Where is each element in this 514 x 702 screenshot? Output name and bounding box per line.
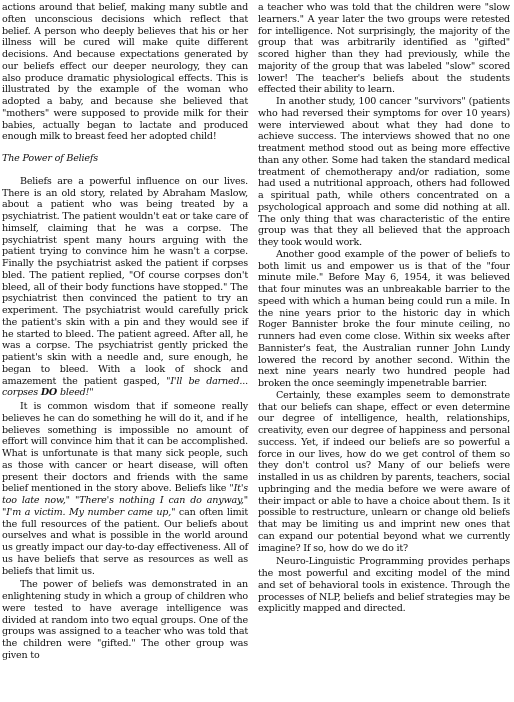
paragraph-four-minute-mile: Another good example of the power of beliefs to both limit us and empower us is that of the "four minute mile." Before May 6, 1954, it was believed that four minutes was an unbreakable barrier to the speed with which a human being could run a mile. In the nine years prior to the historic day in which Roger Bannister broke the four minute ceiling, no runners had even come close. Within six weeks after Bannister's feat, the Australian runner John Lundy lowered the record by another second. Within the next nine years nearly two hundred people had broken the once seemingly impenetrable barrier. [258, 248, 510, 389]
left-column [2, 2, 252, 702]
paragraph-cancer-study: In another study, 100 cancer "survivors" (patients who had reversed their symptoms for over 10 years) were interviewed about what they had done to achieve success. The interviews showed that no one treatment method stood out as being more effective than any other. Some had taken the standard medical treatment of chemotherapy and/or radiation, some had used a nutritional approach, others had followed a spiritual path, while others concentrated on a psychological approach and some did nothing at all. The only thing that was characteristic of the entire group was that they all believed that the approach they took would work. [258, 96, 510, 248]
corpse-quote-emphasis: DO [40, 387, 58, 399]
right-column [252, 2, 510, 702]
corpse-quote-end: bleed!" [59, 387, 94, 399]
paragraph-examples-conclusion: Certainly, these examples seem to demonstrate that our beliefs can shape, effect or even determine our degree of intelligence, health, relationships, creativity, even our degree of happiness and personal success. Yet, if indeed our beliefs are so powerful a force in our lives, how do we get control of them so they don't control us? Many of our beliefs were installed in us as children by parents, teachers, social upbringing and the media before we were aware of their impact or able to have a choice about them. Is it possible to restructure, unlearn or change old beliefs that may be limiting us and imprint new ones that can expand our potential beyond what we currently imagine? If so, how do we do it? [258, 389, 510, 554]
paragraph-corpse-story [2, 176, 248, 399]
paragraph-lactation: actions around that belief, making many subtle and often unconscious decisions which reflect that belief. A person who deeply believes that his or her illness will be cured will make quite different decisions. And because expectations generated by our beliefs effect our deeper neurology, they can also produce dramatic physiological effects. This is illustrated by the example of the woman who adopted a baby, and because she believed that "mothers" were supposed to provide milk for their babies, actually began to lactate and produced enough milk to breast feed her adopted child! [2, 2, 248, 143]
corpse-story-text: Beliefs are a powerful influence on our lives. There is an old story, related by Abraham Maslow, about a patient who was being treated by a psychiatrist. The patient wouldn't eat or take care of himself, claiming that he was a corpse. The psychiatrist spent many hours arguing with the patient trying to convince him he wasn't a corpse. Finally the psychiatrist asked the patient if corpses bled. The patient replied, "Of course corpses don't bleed, all of their body functions have stopped." The psychiatrist then convinced the patient to try an experiment. The psychiatrist would carefully prick the patient's skin with a pin and they would see if he started to bleed. The patient agreed. After all, he was a corpse. The psychiatrist gently pricked the patient's skin with a needle and, sure enough, he began to bleed. With a look of shock and amazement the patient gasped, [2, 175, 248, 387]
corpse-quote: "I'll be darned... corpses [2, 375, 248, 399]
limiting-beliefs-quotes: "It's too late now," "There's nothing I can do anyway," "I'm a victim. My number came up," [2, 483, 248, 518]
paragraph-common-wisdom [2, 401, 248, 577]
paragraph-teacher-belief: a teacher who was told that the children were "slow learners." A year later the two groups were retested for intelligence. Not surprisingly, the majority of the group that was arbitrarily identified as "gifted" scored higher than they had previously, while the majority of the group that was labeled "slow" scored lower! The teacher's beliefs about the students effected their ability to learn. [258, 2, 510, 96]
common-wisdom-text-a: It is common wisdom that if someone really believes he can do something he will do it, and if he believes something is impossible no amount of effort will convince him that it can be accomplished. What is unfortunate is that many sick people, such as those with cancer or heart disease, will often present their doctors and friends with the same belief mentioned in the story above. Beliefs like [2, 401, 248, 495]
paragraph-nlp: Neuro-Linguistic Programming provides perhaps the most powerful and exciting model of the mind and set of behavioral tools in existence. Through the processes of NLP, beliefs and belief strategies may be explicitly mapped and directed. [258, 556, 510, 615]
section-heading: The Power of Beliefs [2, 153, 98, 164]
paragraph-children-study: The power of beliefs was demonstrated in an enlightening study in which a group of children who were tested to have average intelligence was divided at random into two equal groups. One of the groups was assigned to a teacher who was told that the children were "gifted." The other group was given to [2, 579, 248, 661]
common-wisdom-text-b: can often limit the full resources of the patient. Our beliefs about ourselves and what is possible in the world around us greatly impact our day-to-day effectiveness. All of us have beliefs that serve as resources as well as beliefs that limit us. [2, 506, 248, 577]
